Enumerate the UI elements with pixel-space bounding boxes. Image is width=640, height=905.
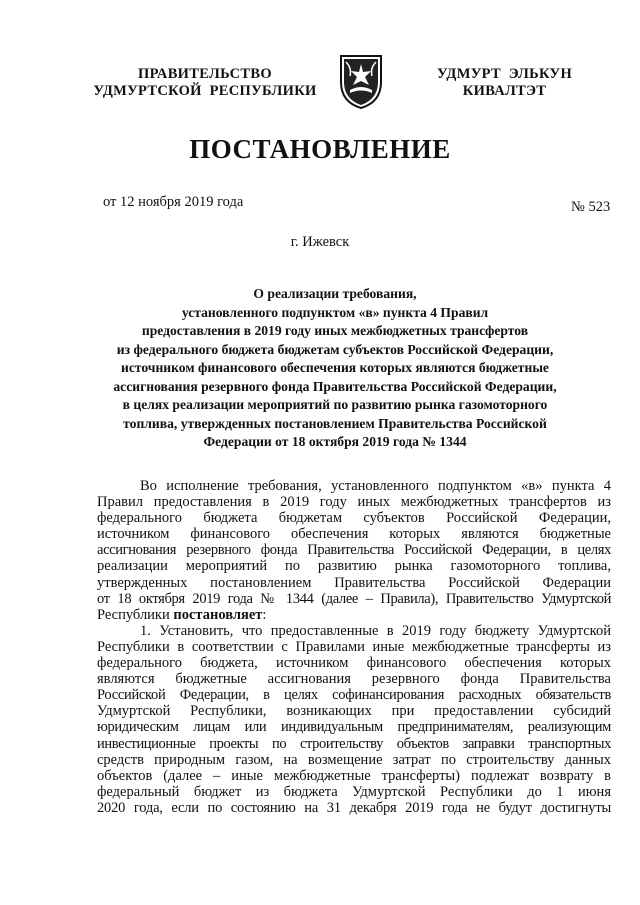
body-line: Правил предоставления в 2019 году иных межбюджетных трансфертов из: [97, 494, 611, 511]
subject-line: топлива, утвержденных постановлением Правительства Российской: [123, 415, 547, 431]
body-line: федерального бюджета, источником финансового обеспечения которых: [97, 655, 611, 672]
body-line: Во исполнение требования, установленного подпунктом «в» пункта 4: [140, 478, 611, 494]
government-name-line-2: УДМУРТСКОЙ РЕСПУБЛИКИ: [93, 83, 317, 99]
body-line: инвестиционные проекты по строительству объектов заправки транспортных: [97, 735, 611, 752]
subject-line: источником финансового обеспечения которых являются бюджетные: [121, 360, 549, 375]
body-line: источником финансового обеспечения которых являются бюджетные: [97, 526, 611, 543]
subject-line: из федерального бюджета бюджетам субъектов Российской Федерации,: [116, 341, 554, 357]
government-name-line-1: ПРАВИТЕЛЬСТВО: [138, 66, 272, 82]
paragraph-preamble: [97, 478, 611, 623]
subject-line: предоставления в 2019 году иных межбюджетных трансфертов: [141, 323, 529, 338]
body-line: средств природным газом, на возмещение затрат по строительству данных: [97, 751, 611, 768]
body-line-final: [97, 607, 611, 623]
body-line: федерального бюджета бюджетам субъектов Российской Федерации,: [97, 510, 611, 527]
subject-line: О реализации требования,: [253, 286, 417, 301]
subject-line: ассигнования резервного фонда Правительства Российской Федерации,: [113, 378, 557, 394]
body-line: 1. Установить, что предоставленные в 2019 году бюджету Удмуртской: [140, 622, 611, 639]
udmurt-name-line-2: КИВАЛТЭТ: [462, 83, 547, 99]
body-line: ассигнования резервного фонда Правительства Российской Федерации, в целях: [97, 542, 611, 559]
resolution-colon: :: [262, 606, 267, 623]
udmurt-coat-of-arms-icon: [338, 52, 384, 110]
body-line: реализации мероприятий по развитию рынка газомоторного топлива,: [97, 558, 611, 575]
resolution-keyword: постановляет: [173, 606, 263, 623]
subject-line: Федерации от 18 октября 2019 года № 1344: [203, 434, 467, 449]
document-subject: [85, 285, 585, 452]
body-line: юридическим лицам или индивидуальным предпринимателям, реализующим: [97, 719, 611, 736]
body-line: федеральный бюджет из бюджета Удмуртской Республики до 1 июня: [97, 783, 611, 800]
body-line: Российской Федерации, в целях софинансирования расходных обязательств: [97, 687, 611, 704]
paragraph-item-1: [97, 623, 611, 816]
body-line: 2020 года, если по состоянию на 31 декабря 2019 года не будут достигнуты: [97, 799, 611, 816]
body-line: Удмуртской Республики, возникающих при предоставлении субсидий: [97, 703, 611, 720]
document-number: № 523: [571, 199, 611, 215]
subject-line: в целях реализации мероприятий по развитию рынка газомоторного: [122, 397, 548, 412]
document-body: [97, 478, 611, 816]
document-city: г. Ижевск: [290, 234, 350, 250]
body-line: Республики в соответствии с Правилами иные межбюджетные трансферты из: [97, 638, 611, 655]
body-line: от 18 октября 2019 года № 1344 (далее – Правила), Правительство Удмуртской: [97, 590, 611, 607]
government-name-russian: [75, 66, 335, 100]
document-title: ПОСТАНОВЛЕНИЕ: [189, 134, 451, 164]
document-date: от 12 ноября 2019 года: [103, 194, 244, 210]
body-line: являются бюджетные ассигнования резервного фонда Правительства: [97, 671, 611, 688]
government-name-udmurt: [432, 66, 577, 100]
subject-line: установленного подпунктом «в» пункта 4 Правил: [181, 304, 489, 320]
udmurt-name-line-1: УДМУРТ ЭЛЬКУН: [436, 66, 573, 82]
resolution-prefix: Республики: [97, 606, 174, 623]
body-line: объектов (далее – иные межбюджетные трансферты) подлежат возврату в: [97, 767, 611, 784]
body-line: утвержденных постановлением Правительства Российской Федерации: [97, 574, 611, 591]
